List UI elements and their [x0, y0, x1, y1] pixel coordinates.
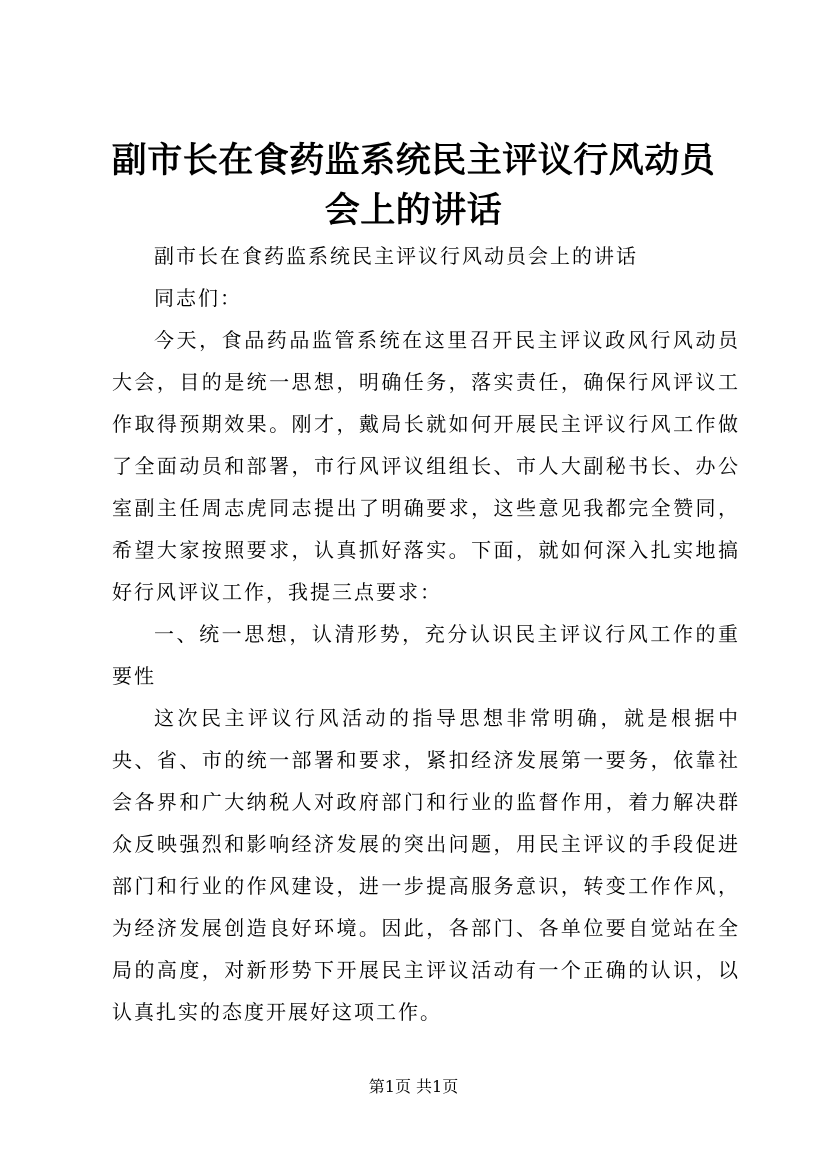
page-number-footer: 第1页 共1页 — [368, 1077, 459, 1096]
subtitle-paragraph: 副市长在食药监系统民主评议行风动员会上的讲话 — [154, 244, 638, 268]
document-title: 副市长在食药监系统民主评议行风动员会上的讲话 — [111, 140, 716, 231]
section-paragraph: 这次民主评议行风活动的指导思想非常明确，就是根据中央、省、市的统一部署和要求，紧扣经济发展第一要务，依靠社会各界和广大纳税人对政府部门和行业的监督作用，着力解决群众反映强烈和影响经济发展的突出问题，用民主评议的手段促进部门和行业的作风建设，进一步提高服务意识，转变工作作风，为经济发展创造良好环境。因此，各部门、各单位要自觉站在全局的高度，对新形势下开展民主评议活动有一个正确的认识，以认真扎实的态度开展好这项工作。 — [112, 706, 740, 1024]
salutation-paragraph: 同志们： — [154, 286, 242, 310]
document-body — [112, 235, 740, 1033]
intro-paragraph: 今天，食品药品监管系统在这里召开民主评议政风行风动员大会，目的是统一思想，明确任务，落实责任，确保行风评议工作取得预期效果。刚才，戴局长就如何开展民主评议行风工作做了全面动员和部署，市行风评议组组长、市人大副秘书长、办公室副主任周志虎同志提出了明确要求，这些意见我都完全赞同，希望大家按照要求，认真抓好落实。下面，就如何深入扎实地搞好行风评议工作，我提三点要求： — [112, 328, 740, 604]
section-heading: 一、统一思想，认清形势，充分认识民主评议行风工作的重要性 — [112, 622, 740, 688]
